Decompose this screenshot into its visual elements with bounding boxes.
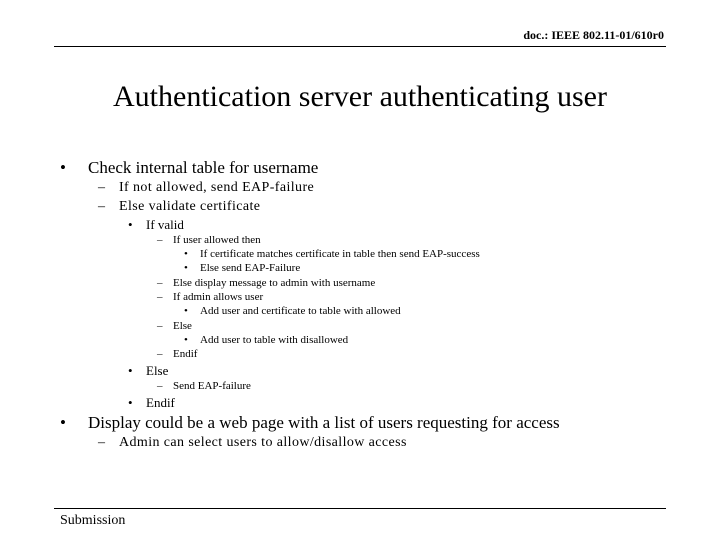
list-item — [98, 199, 260, 215]
list-item — [98, 180, 314, 196]
dash-marker: – — [98, 180, 106, 195]
list-item — [184, 262, 300, 274]
bullet-text: If not allowed, send EAP-failure — [119, 180, 315, 195]
bullet-marker: • — [128, 217, 133, 232]
bullet-marker: • — [184, 305, 188, 317]
bullet-text: Else display message to admin with username — [173, 277, 376, 289]
dash-marker: – — [98, 435, 106, 450]
bullet-text: Endif — [146, 395, 175, 410]
list-item — [184, 248, 480, 260]
list-item — [128, 363, 168, 379]
list-item — [60, 413, 560, 433]
bullet-text: If certificate matches certificate in table then send EAP-success — [200, 248, 480, 260]
list-item — [128, 217, 184, 233]
bullet-marker: • — [184, 248, 188, 260]
bullet-text: Add user and certificate to table with allowed — [200, 305, 401, 317]
bullet-marker: • — [184, 334, 188, 346]
bullet-text: Else send EAP-Failure — [200, 262, 301, 274]
bullet-text: Send EAP-failure — [173, 380, 251, 392]
list-item — [98, 435, 407, 451]
list-item — [157, 234, 261, 246]
header-rule — [54, 46, 666, 47]
bullet-text: Else validate certificate — [119, 199, 261, 214]
dash-marker: – — [157, 380, 163, 392]
slide-title: Authentication server authenticating user — [113, 80, 607, 113]
list-item — [60, 158, 318, 178]
bullet-marker: • — [60, 158, 66, 177]
bullet-text: Display could be a web page with a list of users requesting for access — [88, 413, 560, 432]
dash-marker: – — [98, 199, 106, 214]
dash-marker: – — [157, 348, 163, 360]
bullet-marker: • — [60, 413, 66, 432]
bullet-marker: • — [184, 262, 188, 274]
bullet-text: If valid — [146, 217, 184, 232]
dash-marker: – — [157, 320, 163, 332]
bullet-marker: • — [128, 363, 133, 378]
bullet-text: Add user to table with disallowed — [200, 334, 349, 346]
list-item — [184, 305, 401, 317]
list-item — [157, 380, 251, 392]
bullet-text: Else — [146, 363, 169, 378]
bullet-text: If user allowed then — [173, 234, 261, 246]
bullet-text: Endif — [173, 348, 198, 360]
list-item — [157, 291, 263, 303]
bullet-marker: • — [128, 395, 133, 410]
list-item — [157, 277, 375, 289]
list-item — [128, 395, 175, 411]
list-item — [157, 320, 192, 332]
header-doc-id: doc.: IEEE 802.11-01/610r0 — [523, 28, 664, 42]
dash-marker: – — [157, 234, 163, 246]
footer-rule — [54, 508, 666, 509]
list-item — [157, 348, 197, 360]
bullet-text: Else — [173, 320, 192, 332]
bullet-text: Admin can select users to allow/disallow access — [119, 435, 407, 450]
list-item — [184, 334, 348, 346]
bullet-text: Check internal table for username — [88, 158, 319, 177]
bullet-text: If admin allows user — [173, 291, 264, 303]
dash-marker: – — [157, 277, 163, 289]
footer-label: Submission — [60, 513, 126, 528]
dash-marker: – — [157, 291, 163, 303]
